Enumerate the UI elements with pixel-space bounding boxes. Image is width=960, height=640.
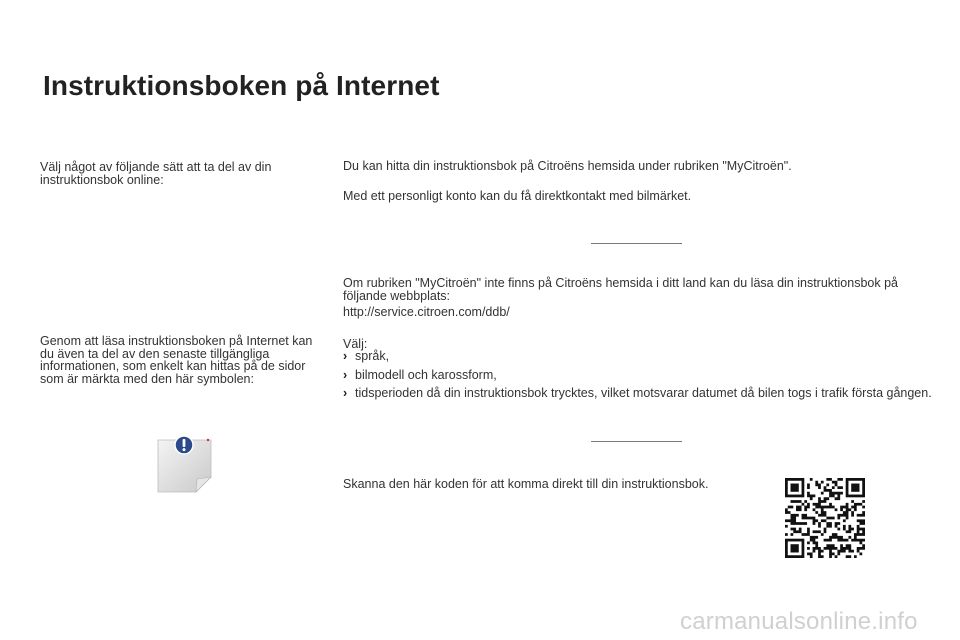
selection-list xyxy=(343,350,933,406)
exclamation-note-icon xyxy=(156,434,214,494)
list-item: › tidsperioden då din instruktionsbok trycktes, vilket motsvarar datumet då bilen togs i trafik första gången. xyxy=(343,386,932,400)
update-note-text: Genom att läsa instruktionsboken på Internet kan du även ta del av den senaste tillgängliga informationen, som enkelt kan hittas på de sidor som är märkta med den här symbolen: xyxy=(40,334,313,386)
qr-code xyxy=(785,478,865,558)
service-url-link[interactable]: http://service.citroen.com/ddb/ xyxy=(343,305,510,319)
chevron-right-icon: › xyxy=(343,386,348,400)
list-item: › bilmodell och karossform, xyxy=(343,367,497,382)
chevron-right-icon: › xyxy=(343,349,348,363)
fallback-paragraph: Om rubriken "MyCitroën" inte finns på Citroëns hemsida i ditt land kan du läsa din instruktionsbok på följande webbplats: xyxy=(343,276,898,303)
divider xyxy=(591,441,682,442)
list-item: › språk, xyxy=(343,349,390,363)
scan-instruction: Skanna den här koden för att komma direkt till din instruktionsbok. xyxy=(343,477,709,491)
intro-text: Välj något av följande sätt att ta del av din instruktionsbok online: xyxy=(40,160,272,187)
chevron-right-icon: › xyxy=(343,367,348,382)
personal-account-paragraph: Med ett personligt konto kan du få direktkontakt med bilmärket. xyxy=(343,189,692,203)
divider xyxy=(591,243,682,244)
mycitroen-paragraph: Du kan hitta din instruktionsbok på Citroëns hemsida under rubriken "MyCitroën". xyxy=(343,159,792,173)
page-title: Instruktionsboken på Internet xyxy=(43,70,440,101)
choose-label: Välj: xyxy=(343,337,368,351)
watermark: carmanualsonline.info xyxy=(680,608,918,635)
